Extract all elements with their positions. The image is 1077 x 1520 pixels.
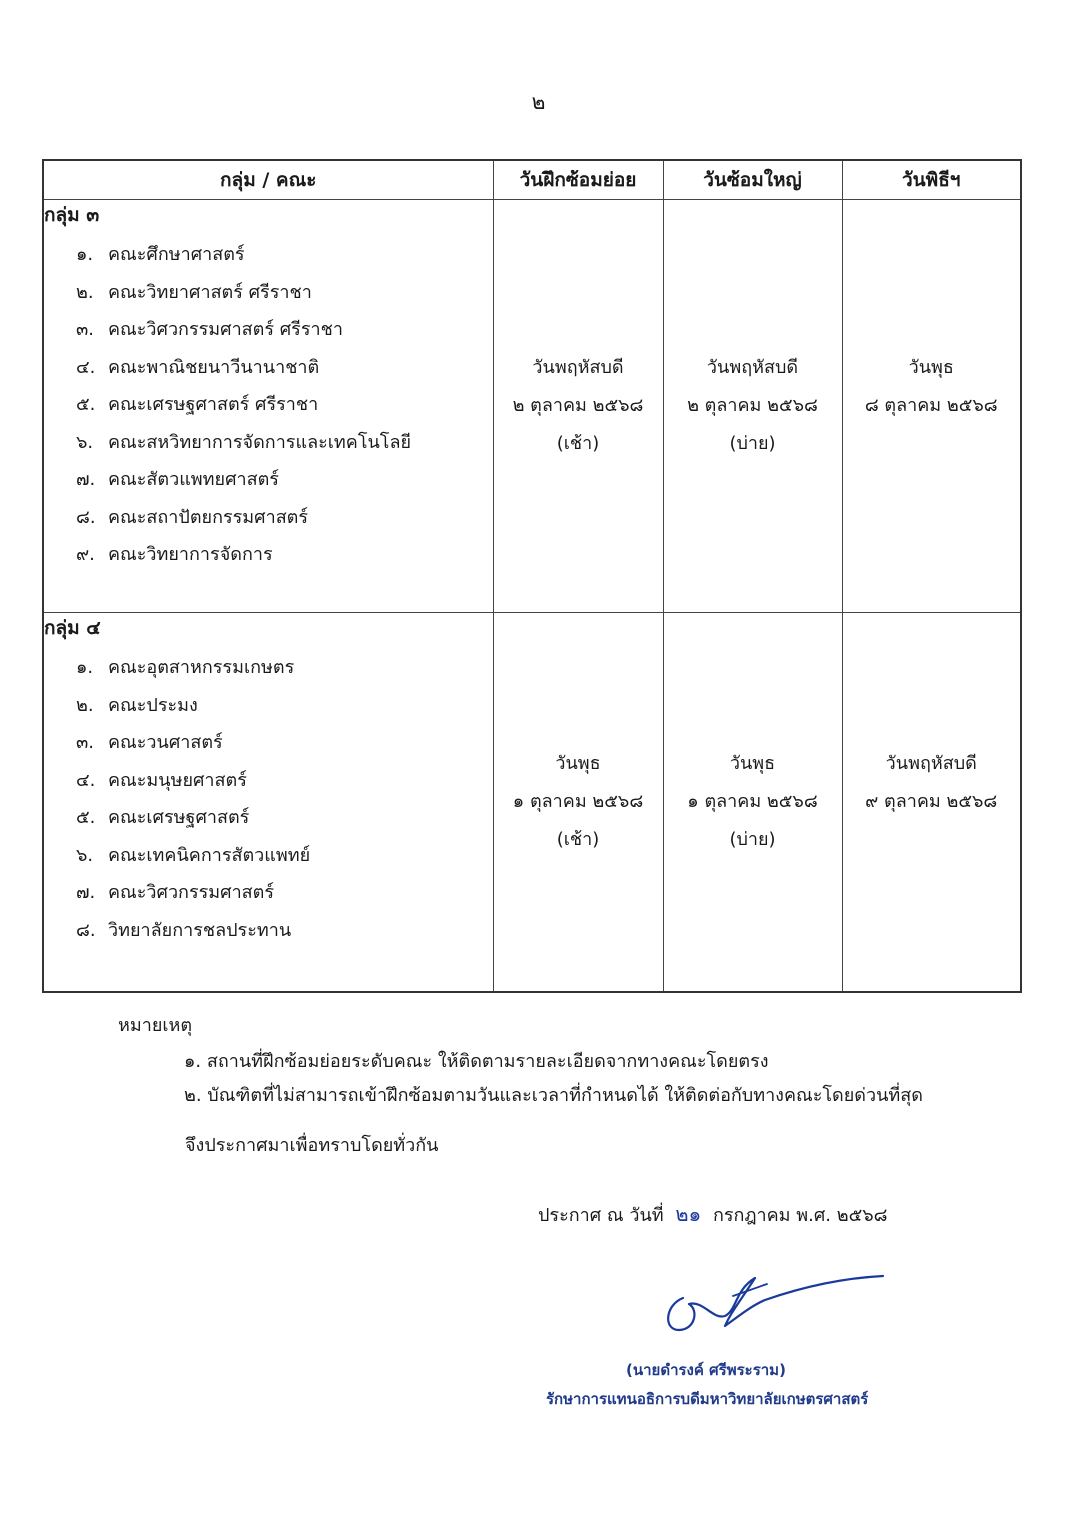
list-item: ๙. คณะวิทยาการจัดการ [76, 544, 273, 565]
header-group-faculty: กลุ่ม / คณะ [43, 160, 493, 200]
list-item: ๗. คณะวิศวกรรมศาสตร์ [76, 882, 275, 903]
group-4-cell [43, 613, 493, 993]
table-header-row [43, 160, 1021, 200]
header-full-rehearsal-day: วันซ้อมใหญ่ [663, 160, 842, 200]
date-day: ๒๑ [675, 1202, 702, 1226]
announcement-text: จึงประกาศมาเพื่อทราบโดยทั่วกัน [185, 1135, 439, 1156]
note-item: ๒. บัณฑิตที่ไม่สามารถเข้าฝึกซ้อมตามวันและเวลาที่กำหนดได้ ให้ติดต่อกับทางคณะโดยด่วนที่สุด [184, 1085, 923, 1106]
table-row-group-3 [43, 200, 1021, 613]
group-3-rehearsal-date: วันพฤหัสบดี ๒ ตุลาคม ๒๕๖๘ (เช้า) [493, 200, 663, 613]
list-item: ๕. คณะเศรษฐศาสตร์ [76, 807, 250, 828]
group-4-full-rehearsal-date: วันพุธ ๑ ตุลาคม ๒๕๖๘ (บ่าย) [663, 613, 842, 993]
page-number: ๒ [531, 90, 546, 114]
header-ceremony-day: วันพิธีฯ [842, 160, 1021, 200]
list-item: ๘. วิทยาลัยการชลประทาน [76, 919, 292, 941]
note-item: ๑. สถานที่ฝึกซ้อมย่อยระดับคณะ ให้ติดตามรายละเอียดจากทางคณะโดยตรง [184, 1051, 769, 1072]
group-3-ceremony-date: วันพุธ ๘ ตุลาคม ๒๕๖๘ [842, 200, 1021, 613]
list-item: ๑. คณะอุตสาหกรรมเกษตร [76, 657, 295, 678]
group-3-cell [43, 200, 493, 613]
list-item: ๘. คณะสถาปัตยกรรมศาสตร์ [76, 506, 309, 528]
signer-name: (นายดำรงค์ ศรีพระราม) [626, 1361, 786, 1379]
group-3-title: กลุ่ม ๓ [44, 204, 100, 226]
list-item: ๔. คณะมนุษยศาสตร์ [76, 769, 247, 791]
header-rehearsal-day: วันฝึกซ้อมย่อย [493, 160, 663, 200]
list-item: ๕. คณะเศรษฐศาสตร์ ศรีราชา [76, 394, 319, 415]
list-item: ๑. คณะศึกษาศาสตร์ [76, 244, 245, 265]
list-item: ๖. คณะสหวิทยาการจัดการและเทคโนโลยี [76, 431, 412, 453]
date-prefix: ประกาศ ณ วันที่ [538, 1205, 664, 1226]
notes-title: หมายเหตุ [118, 1015, 193, 1036]
notes-section [118, 1010, 923, 1113]
list-item: ๗. คณะสัตวแพทยศาสตร์ [76, 469, 279, 490]
signature-image [655, 1260, 895, 1340]
schedule-table-grid [42, 159, 1022, 993]
list-item: ๒. คณะวิทยาศาสตร์ ศรีราชา [76, 281, 312, 303]
group-4-ceremony-date: วันพฤหัสบดี ๙ ตุลาคม ๒๕๖๘ [842, 613, 1021, 993]
group-3-full-rehearsal-date: วันพฤหัสบดี ๒ ตุลาคม ๒๕๖๘ (บ่าย) [663, 200, 842, 613]
list-item: ๖. คณะเทคนิคการสัตวแพทย์ [76, 844, 311, 866]
signer-title: รักษาการแทนอธิการบดีมหาวิทยาลัยเกษตรศาสตร์ [546, 1390, 869, 1408]
schedule-table [42, 159, 1020, 993]
group-4-rehearsal-date: วันพุธ ๑ ตุลาคม ๒๕๖๘ (เช้า) [493, 613, 663, 993]
table-row-group-4 [43, 613, 1021, 993]
list-item: ๓. คณะวนศาสตร์ [76, 732, 223, 753]
list-item: ๒. คณะประมง [76, 694, 198, 716]
list-item: ๔. คณะพาณิชยนาวีนานาชาติ [76, 356, 320, 378]
announcement-date [538, 1198, 888, 1230]
group-4-title: กลุ่ม ๔ [44, 617, 101, 639]
date-suffix: กรกฎาคม พ.ศ. ๒๕๖๘ [712, 1205, 888, 1226]
list-item: ๓. คณะวิศวกรรมศาสตร์ ศรีราชา [76, 319, 343, 340]
